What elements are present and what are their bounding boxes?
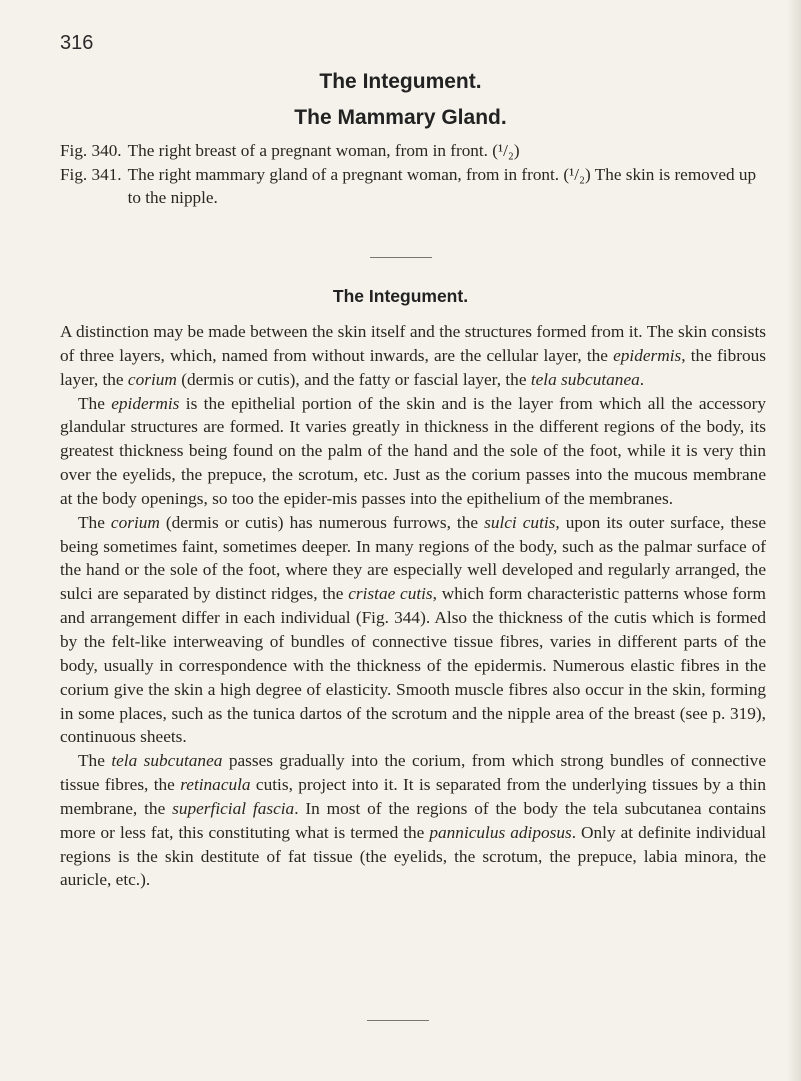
section-divider [370,257,432,258]
italic-term: corium [110,512,160,532]
italic-term: retinacula [180,775,251,795]
text-run: A distinction may be made between the skin itself and the structures formed from it. The skin consists of three layers, which, named from without inwards, are the cellular layer, the [60,322,766,365]
text-run: . In most of the regions of the body the tela subcutanea contains more or less fat, this constituting what is termed the [60,798,766,842]
italic-term: tela subcutanea [111,751,223,771]
italic-term: panniculus adiposus [429,822,572,842]
figure-caption [60,139,765,163]
text-run: . [639,369,645,389]
figure-captions [60,139,765,210]
text-run: The [78,393,112,413]
italic-term: superficial fascia [172,798,295,818]
text-run: , the fibrous layer, the [60,345,767,389]
italic-term: sulci cutis [484,512,556,532]
page-number: 316 [60,32,94,54]
text-run: The [78,751,112,771]
text-run: . Only at definite individual regions is the skin destitute of fat tissue (the eyelids, the scrotum, the prepuce, labia minora, the auricle, etc.). [60,822,767,890]
figure-text: The right breast of a pregnant woman, from in front. (¹/₂) [127,141,520,160]
end-divider [367,1020,429,1021]
italic-term: cristae cutis [348,584,433,604]
text-run: , which form characteristic patterns whose form and arrangement differ in each individual (Fig. 344). Also the thickness of the cutis which is formed by the felt-like interweaving of bundles of connective tissue fibres, varies in different parts of the body, usually in correspondence with the thickness of the epidermis. Numerous elastic fibres in the corium give the skin a high degree of elasticity. Smooth muscle fibres also occur in the skin, forming in some places, such as the tunica dartos of the scrotum and the nipple area of the breast (see p. 319), continuous sheets. [60,584,766,747]
paragraph [60,320,766,392]
text-run: The [78,512,111,532]
text-run: is the epithelial portion of the skin and is the layer from which all the accessory glandular structures are formed. It varies greatly in thickness in the different regions of the body, its greatest thickness being found on the palm of the hand and the sole of the foot, while it is very thin over the eyelids, the prepuce, the scrotum, etc. Just as the corium passes into the mucous membrane at the body openings, so too the epider-mis passes into the epithelium of the membranes. [60,393,767,508]
chapter-heading: The Integument. [319,70,482,93]
figure-text: The right mammary gland of a pregnant woman, from in front. (¹/₂) The skin is removed up to the nipple. [127,164,757,207]
figure-label: Fig. 341. [60,164,122,184]
paragraph [60,749,766,892]
subsection-heading: The Mammary Gland. [294,106,507,129]
italic-term: epidermis [613,345,682,365]
text-run: (dermis or cutis), and the fatty or fascial layer, the [176,369,531,389]
figure-caption [60,163,765,210]
italic-term: corium [127,369,177,389]
paragraph [60,511,766,749]
text-run: cutis, project into it. It is separated from the underlying tissues by a thin membrane, the [60,775,766,818]
figure-label: Fig. 340. [60,141,122,160]
text-run: passes gradually into the corium, from which strong bundles of connective tissue fibres, the [60,751,766,795]
text-run: (dermis or cutis) has numerous furrows, the [159,512,485,532]
text-run: , upon its outer surface, these being sometimes faint, sometimes deeper. In many regions of the body, such as the palmar surface of the hand or the sole of the foot, where they are especially well developed and regularly arranged, the sulci are separated by distinct ridges, the [60,512,766,604]
italic-term: tela subcutanea [530,369,640,389]
italic-term: epidermis [111,393,180,413]
section-heading: The Integument. [332,286,469,306]
body-text [60,320,766,892]
page-edge-shadow [787,0,801,1081]
paragraph [60,392,766,511]
